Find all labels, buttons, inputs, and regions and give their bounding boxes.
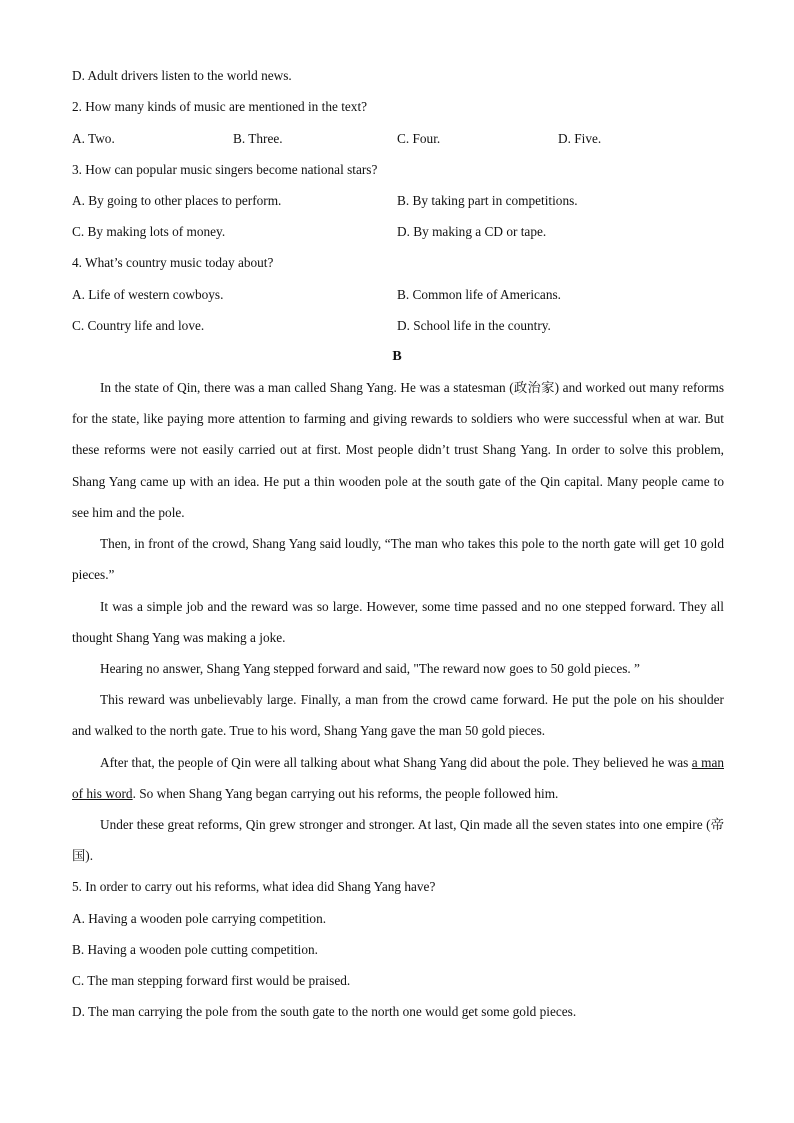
q4-option-a: A. Life of western cowboys.	[72, 287, 224, 302]
passage-paragraph-7	[72, 809, 724, 871]
passage-paragraph-1-text: In the state of Qin, there was a man called Shang Yang. He was a statesman (政治家) and worked out many reforms for the state, like paying more attention to farming and giving rewards to soldiers who were successful when at war. But these reforms were not easily carried out at first. Most people didn’t trust Shang Yang. In order to solve this problem, Shang Yang came up with an idea. He put a thin wooden pole at the south gate of the Qin capital. Many people came to see him and the pole.	[72, 380, 724, 520]
q2-option-b: B. Three.	[233, 131, 283, 146]
q4-option-b: B. Common life of Americans.	[397, 287, 561, 302]
passage-paragraph-1	[72, 372, 724, 528]
passage-paragraph-2-text: Then, in front of the crowd, Shang Yang said loudly, “The man who takes this pole to the north gate will get 10 gold pieces.”	[72, 536, 724, 583]
p6-before: After that, the people of Qin were all talking about what Shang Yang did about the pole. They believed he was	[100, 755, 689, 770]
q3-option-c: C. By making lots of money.	[72, 224, 226, 239]
passage-paragraph-6	[72, 747, 724, 809]
q5-stem: 5. In order to carry out his reforms, what idea did Shang Yang have?	[72, 879, 436, 894]
passage-paragraph-2	[72, 528, 724, 590]
q3-option-b: B. By taking part in competitions.	[397, 193, 578, 208]
q2-stem: 2. How many kinds of music are mentioned in the text?	[72, 99, 368, 114]
q4-option-c: C. Country life and love.	[72, 318, 205, 333]
q2-option-c: C. Four.	[397, 131, 441, 146]
q4-stem: 4. What’s country music today about?	[72, 255, 274, 270]
q1-option-d: D. Adult drivers listen to the world news.	[72, 68, 292, 83]
q2-option-d: D. Five.	[558, 131, 602, 146]
q3-option-d: D. By making a CD or tape.	[397, 224, 547, 239]
q5-option-b: B. Having a wooden pole cutting competition.	[72, 942, 318, 957]
q3-stem: 3. How can popular music singers become national stars?	[72, 162, 378, 177]
passage-paragraph-5	[72, 684, 724, 746]
q2-option-a: A. Two.	[72, 131, 115, 146]
q4-option-d: D. School life in the country.	[397, 318, 551, 333]
p6-after: . So when Shang Yang began carrying out his reforms, the people followed him.	[132, 786, 559, 802]
passage-paragraph-3	[72, 591, 724, 653]
passage-paragraph-3-text: It was a simple job and the reward was so large. However, some time passed and no one stepped forward. They all thought Shang Yang was making a joke.	[72, 599, 724, 646]
passage-paragraph-5-text: This reward was unbelievably large. Finally, a man from the crowd came forward. He put the pole on his shoulder and walked to the north gate. True to his word, Shang Yang gave the man 50 gold pieces.	[72, 692, 724, 739]
underlined-phrase: a man of his word	[72, 755, 724, 802]
passage-paragraph-4	[72, 653, 724, 684]
q5-option-c: C. The man stepping forward first would be praised.	[72, 973, 351, 988]
passage-paragraph-7-text: Under these great reforms, Qin grew stronger and stronger. At last, Qin made all the seven states into one empire (帝国).	[72, 817, 724, 864]
q3-option-a: A. By going to other places to perform.	[72, 193, 282, 208]
q5-option-d: D. The man carrying the pole from the south gate to the north one would get some gold pieces.	[72, 1004, 577, 1019]
section-heading-b: B	[392, 349, 402, 364]
passage-paragraph-4-text: Hearing no answer, Shang Yang stepped forward and said, "The reward now goes to 50 gold pieces. ”	[100, 661, 640, 676]
passage-paragraph-6-text	[72, 747, 724, 809]
q5-option-a: A. Having a wooden pole carrying competition.	[72, 911, 327, 926]
